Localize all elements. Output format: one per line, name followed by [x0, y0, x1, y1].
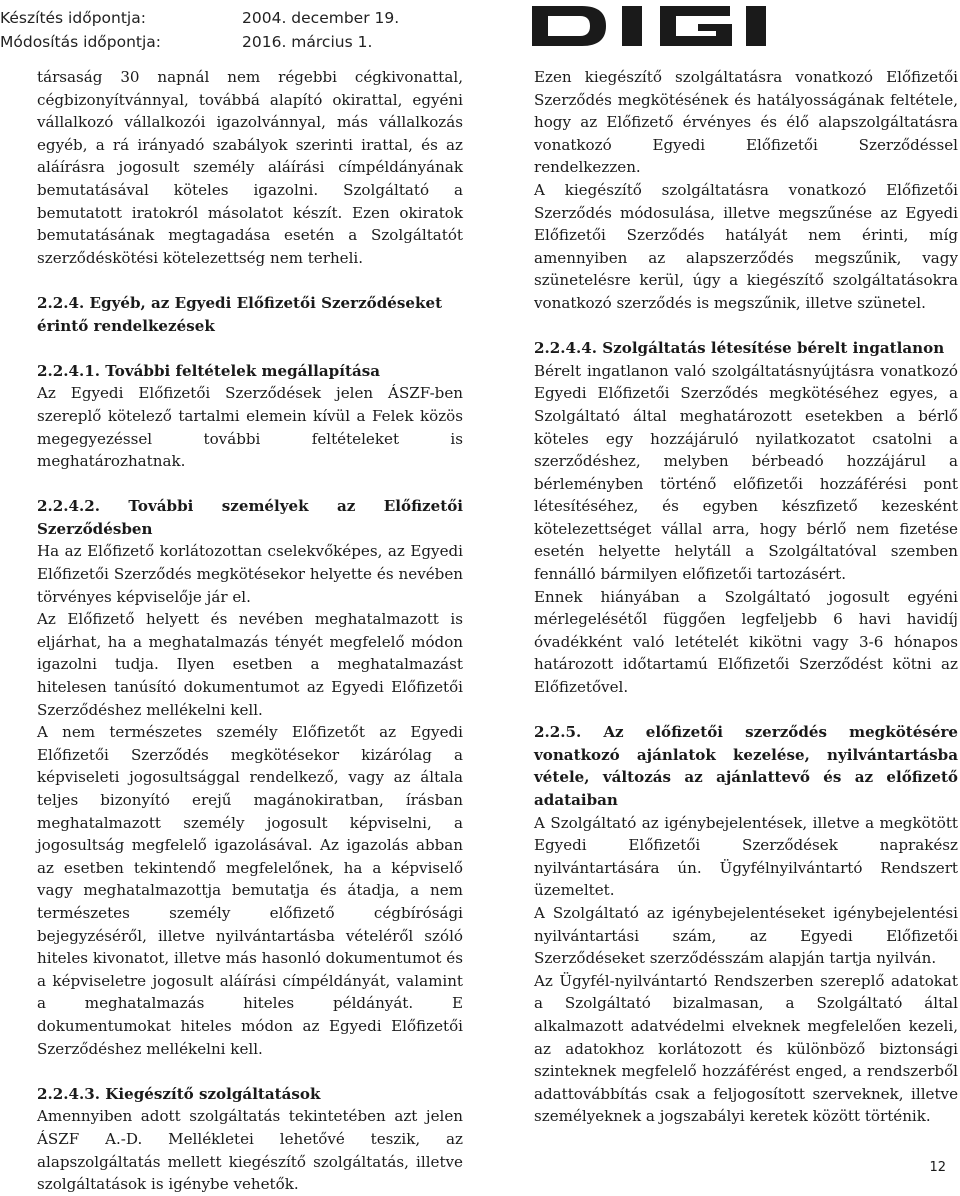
paragraph-2-2-4-4-b: Ennek hiányában a Szolgáltató jogosult egyéni mérlegelésétől függően legfeljebb 6 havi havidíj óvadékként való letételét kikötni vagy 3-6 hónapos határozott időtartamú Előfizetői Szerződést kötni az Előfizetővel. [534, 587, 958, 697]
created-row [0, 6, 399, 30]
heading-2-2-4-3: 2.2.4.3. Kiegészítő szolgáltatások [37, 1084, 321, 1103]
page-header [0, 0, 960, 56]
left-column [37, 66, 463, 1196]
created-label: Készítés időpontja: [0, 9, 146, 27]
paragraph-2-2-5-c: Az Ügyfél-nyilvántartó Rendszerben szereplő adatokat a Szolgáltató bizalmasan, a Szolgáltató által alkalmazott adatvédelmi elveknek megfelelően kezeli, az adatokhoz korlátozott és különböző biztonsági szinteknek megfelelő hozzáférést enged, a rendszerből adattovábbítás csak a feljogosított szerveknek, illetve személyeknek a jogszabályi keretek között történik. [534, 971, 958, 1126]
created-value: 2004. december 19. [242, 9, 400, 27]
paragraph-2-2-4-2-a: Ha az Előfizető korlátozottan cselekvőképes, az Egyedi Előfizetői Szerződés megkötésekor helyette és nevében törvényes képviselője jár el. [37, 542, 463, 606]
modified-value: 2016. március 1. [242, 33, 373, 51]
document-dates [0, 6, 399, 54]
digi-logo [530, 2, 830, 50]
paragraph-2-2-4-3: Amennyiben adott szolgáltatás tekintetében azt jelen ÁSZF A.-D. Mellékletei lehetővé teszik, az alapszolgáltatás mellett kiegészítő szolgáltatás, illetve szolgáltatások is igénybe vehetők. [37, 1107, 463, 1194]
heading-2-2-4-2: 2.2.4.2. További személyek az Előfizetői Szerződésben [37, 497, 463, 538]
heading-2-2-4-4: 2.2.4.4. Szolgáltatás létesítése bérelt ingatlanon [534, 339, 945, 358]
heading-2-2-5: 2.2.5. Az előfizetői szerződés megkötésére vonatkozó ajánlatok kezelése, nyilvántartásba vétele, változás az ajánlattevő és az előfizető adataiban [534, 723, 958, 809]
paragraph-2-2-4-2-b: Az Előfizető helyett és nevében meghatalmazott is eljárhat, ha a meghatalmazás tényét megfelelő módon igazolni tudja. Ilyen esetben a meghatalmazást hitelesen tanúsító dokumentumot az Egyedi Előfizetői Szerződéshez mellékelni kell. [37, 610, 463, 719]
modified-label: Módosítás időpontja: [0, 33, 162, 51]
heading-2-2-4-1: 2.2.4.1. További feltételek megállapítása [37, 361, 380, 380]
paragraph-2-2-4-1: Az Egyedi Előfizetői Szerződések jelen ÁSZF-ben szereplő kötelező tartalmi elemein kívül a Felek közös megegyezéssel további feltételeket is meghatározhatnak. [37, 384, 463, 471]
paragraph-2-2-5-a: A Szolgáltató az igénybejelentések, illetve a megkötött Egyedi Előfizetői Szerződések naprakész nyilvántartására ún. Ügyfélnyilvántartó Rendszert üzemeltet. [534, 813, 958, 900]
paragraph-2-2-5-b: A Szolgáltató az igénybejelentéseket igénybejelentési nyilvántartási szám, az Egyedi Előfizetői Szerződéseket szerződésszám alapján tartja nyilván. [534, 903, 958, 968]
paragraph-right-a: Ezen kiegészítő szolgáltatásra vonatkozó Előfizetői Szerződés megkötésének és hatályosságának feltétele, hogy az Előfizető érvényes és élő alapszolgáltatásra vonatkozó Egyedi Előfizetői Szerződéssel rendelkezzen. [534, 68, 958, 177]
heading-2-2-4: 2.2.4. Egyéb, az Egyedi Előfizetői Szerződéseket érintő rendelkezések [37, 293, 443, 335]
intro-paragraph: társaság 30 napnál nem régebbi cégkivonattal, cégbizonyítvánnyal, továbbá alapító okirattal, egyéni vállalkozó vállalkozói igazolvánnyal, más vállalkozás egyéb, a rá irányadó szabályok szerinti irattal, és az aláírásra jogosult személy aláírási címpéldányának bemutatásával köteles igazolni. Szolgáltató a bemutatott iratokról másolatot készít. Ezen okiratok bemutatásának megtagadása esetén a Szolgáltatót szerződéskötési kötelezettség nem terheli. [37, 68, 463, 267]
paragraph-2-2-4-4-a: Bérelt ingatlanon való szolgáltatásnyújtásra vonatkozó Egyedi Előfizetői Szerződés megkötéséhez egyes, a Szolgáltató által meghatározott esetekben a bérlő köteles egy hozzájáruló nyilatkozatot csatolni a szerződéshez, melyben bérbeadó hozzájárul a bérleményben történő előfizetői hozzáférési pont létesítéséhez, és egyben készfizető kezesként kötelezettséget vállal arra, hogy bérlő nem fizetése esetén helyette helytáll a Szolgáltatóval szemben fennálló bármilyen előfizetői tartozásért. [534, 361, 958, 584]
modified-row [0, 30, 399, 54]
right-column [534, 66, 958, 1128]
paragraph-2-2-4-2-c: A nem természetes személy Előfizetőt az Egyedi Előfizetői Szerződés megkötésekor kizárólag a képviseleti jogosultsággal rendelkező, vagy az általa teljes bizonyító erejű magánokiratban, írásban meghatalmazott személy jogosult képviselni, a jogosultság megfelelő igazolásával. Az igazolás abban az esetben tekintendő megfelelőnek, ha a képviselő vagy meghatalmazottja bemutatja és átadja, a nem természetes személy előfizető cégbírósági bejegyzéséről, illetve nyilvántartásba vételéről szóló hiteles kivonatot, illetve más hasonló dokumentumot és a képviseletre jogosult aláírási címpéldányát, valamint a meghatalmazás hiteles példányát. E dokumentumokat hiteles módon az Egyedi Előfizetői Szerződéshez mellékelni kell. [37, 723, 463, 1058]
page-number: 12 [929, 1160, 946, 1175]
paragraph-right-b: A kiegészítő szolgáltatásra vonatkozó Előfizetői Szerződés módosulása, illetve megszűnése az Egyedi Előfizetői Szerződés hatályát nem érinti, míg amennyiben az alapszerződés megszűnik, vagy szünetelésre kerül, úgy a kiegészítő szolgáltatásokra vonatkozó szerződés is megszűnik, illetve szünetel. [534, 180, 958, 312]
